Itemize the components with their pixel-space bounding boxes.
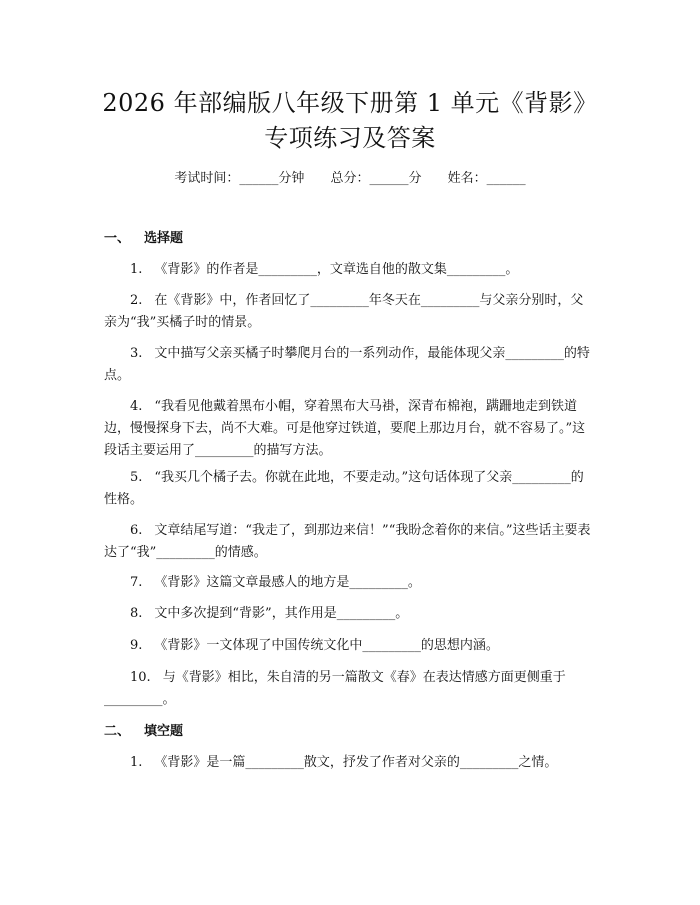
question-item (104, 259, 596, 281)
question-item (104, 603, 596, 625)
question-item (104, 752, 596, 774)
question-number: 7. (130, 575, 143, 590)
section-heading-fill-blank (104, 723, 183, 741)
question-number: 9. (130, 638, 143, 653)
section-title: 填空题 (144, 724, 184, 739)
question-number: 5. (130, 470, 143, 485)
question-item (104, 467, 596, 511)
question-item (104, 396, 596, 462)
question-number: 10. (130, 670, 151, 685)
question-number: 3. (130, 346, 143, 361)
question-item (104, 635, 596, 657)
question-item (104, 572, 596, 594)
question-text: 《背影》的作者是_________，文章选自他的散文集_________。 (154, 262, 519, 277)
question-number: 8. (130, 606, 143, 621)
question-text: 与《背影》相比，朱自清的另一篇散文《春》在表达情感方面更侧重于_________。 (104, 670, 566, 707)
question-text: 《背影》这篇文章最感人的地方是_________。 (154, 575, 421, 590)
document-title-line2: 专项练习及答案 (264, 124, 436, 152)
section-number: 一、 (104, 231, 131, 246)
exam-time-field: 考试时间：______分钟 (174, 171, 305, 186)
section-number: 二、 (104, 724, 131, 739)
question-text: 文中描写父亲买橘子时攀爬月台的一系列动作，最能体现父亲_________的特点。 (104, 346, 590, 383)
question-item (104, 520, 596, 564)
exam-meta (0, 170, 700, 188)
question-number: 1. (130, 262, 143, 277)
question-text: 《背影》一文体现了中国传统文化中_________的思想内涵。 (154, 638, 499, 653)
section-heading-choice (104, 230, 183, 248)
question-item (104, 290, 596, 334)
document-title-line1: 2026 年部编版八年级下册第 1 单元《背影》 (102, 89, 598, 117)
question-number: 2. (130, 293, 143, 308)
question-number: 6. (130, 523, 143, 538)
section-title: 选择题 (144, 231, 184, 246)
question-number: 4. (130, 399, 143, 414)
question-text: 文章结尾写道：“我走了，到那边来信！”“我盼念着你的来信。”这些话主要表达了“我”_________的情感。 (104, 523, 591, 560)
question-number: 1. (130, 755, 143, 770)
total-score-field: 总分：______分 (330, 171, 422, 186)
question-text: 《背影》是一篇_________散文，抒发了作者对父亲的_________之情。 (154, 755, 558, 770)
question-text: 在《背影》中，作者回忆了_________年冬天在_________与父亲分别时，父亲为“我”买橘子时的情景。 (104, 293, 584, 330)
question-text: “我看见他戴着黑布小帽，穿着黑布大马褂，深青布棉袍，蹒跚地走到铁道边，慢慢探身下去，尚不大难。可是他穿过铁道，要爬上那边月台，就不容易了。”这段话主要运用了_________的描写方法。 (104, 399, 586, 458)
question-item (104, 343, 596, 387)
question-item (104, 667, 596, 711)
student-name-field: 姓名：______ (447, 171, 526, 186)
question-text: “我买几个橘子去。你就在此地，不要走动。”这句话体现了父亲_________的性格。 (104, 470, 584, 507)
question-text: 文中多次提到“背影”，其作用是_________。 (154, 606, 409, 621)
